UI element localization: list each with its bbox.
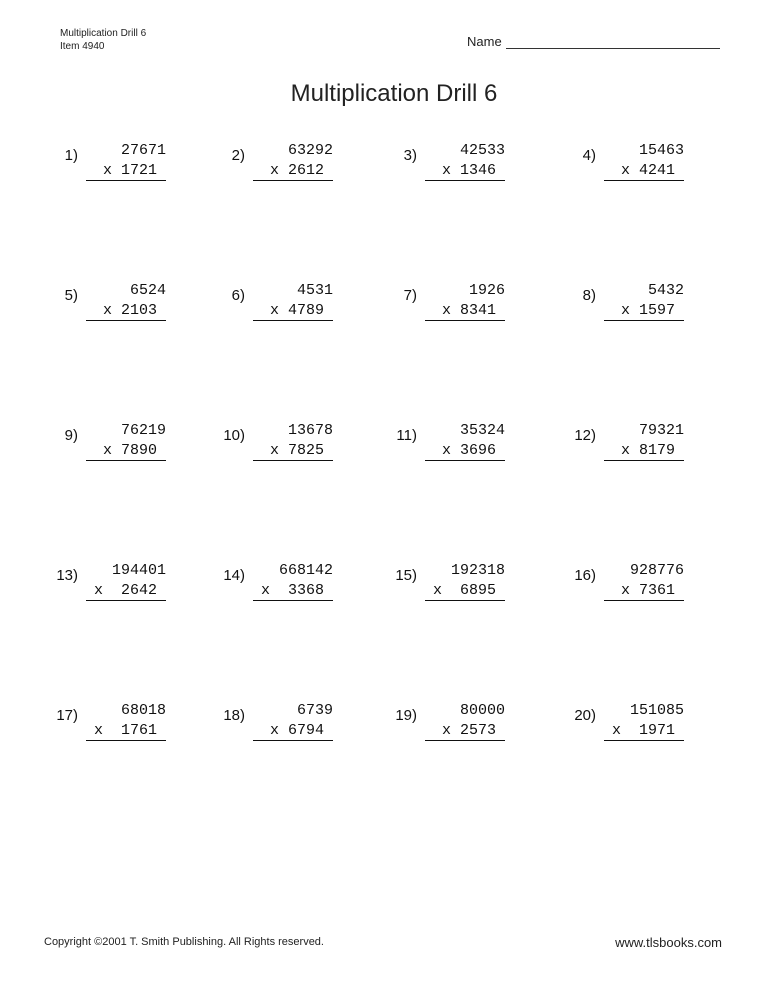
problem-operands bbox=[604, 141, 684, 181]
multiplicand: 42533 bbox=[459, 142, 505, 159]
problem-number: 1) bbox=[64, 147, 78, 164]
multiplicand: 194401 bbox=[111, 562, 166, 579]
problem-number: 14) bbox=[223, 567, 245, 584]
multiplicand: 6739 bbox=[296, 702, 333, 719]
problem-operands bbox=[253, 141, 333, 181]
multiplicand: 35324 bbox=[459, 422, 505, 439]
problem-12 bbox=[556, 422, 716, 487]
multiplier: x 8179 bbox=[604, 441, 684, 461]
multiplicand: 928776 bbox=[629, 562, 684, 579]
problem-operands bbox=[604, 421, 684, 461]
multiplicand: 4531 bbox=[296, 282, 333, 299]
problem-operands bbox=[86, 701, 166, 741]
problem-8 bbox=[556, 282, 716, 347]
name-blank-line bbox=[506, 36, 720, 49]
problem-10 bbox=[205, 422, 365, 487]
problem-number: 10) bbox=[223, 427, 245, 444]
multiplicand: 76219 bbox=[120, 422, 166, 439]
problem-20 bbox=[556, 702, 716, 767]
problem-number: 13) bbox=[56, 567, 78, 584]
multiplicand: 192318 bbox=[450, 562, 505, 579]
problem-operands bbox=[425, 561, 505, 601]
multiplier: x 7825 bbox=[253, 441, 333, 461]
problem-3 bbox=[377, 142, 537, 207]
multiplier: x 6794 bbox=[253, 721, 333, 741]
page-title: Multiplication Drill 6 bbox=[290, 80, 498, 107]
problem-operands bbox=[253, 701, 333, 741]
problem-number: 2) bbox=[231, 147, 245, 164]
problem-number: 9) bbox=[64, 427, 78, 444]
name-label: Name bbox=[467, 34, 502, 49]
multiplicand: 151085 bbox=[629, 702, 684, 719]
multiplicand: 79321 bbox=[638, 422, 684, 439]
problem-number: 4) bbox=[582, 147, 596, 164]
problem-operands bbox=[86, 421, 166, 461]
problem-number: 11) bbox=[396, 427, 417, 444]
problem-2 bbox=[205, 142, 365, 207]
problem-operands bbox=[425, 701, 505, 741]
problem-number: 15) bbox=[395, 567, 417, 584]
multiplicand: 668142 bbox=[278, 562, 333, 579]
multiplier: x 2573 bbox=[425, 721, 505, 741]
website-link: www.tlsbooks.com bbox=[615, 935, 722, 950]
header-info bbox=[60, 27, 146, 53]
problem-18 bbox=[205, 702, 365, 767]
problem-number: 20) bbox=[574, 707, 596, 724]
multiplicand: 6524 bbox=[129, 282, 166, 299]
name-field bbox=[467, 34, 720, 49]
problem-number: 3) bbox=[403, 147, 417, 164]
multiplier: x 3368 bbox=[253, 581, 333, 601]
problem-11 bbox=[377, 422, 537, 487]
problem-number: 17) bbox=[56, 707, 78, 724]
problem-9 bbox=[38, 422, 198, 487]
problem-operands bbox=[425, 421, 505, 461]
problem-19 bbox=[377, 702, 537, 767]
multiplier: x 7361 bbox=[604, 581, 684, 601]
problem-number: 6) bbox=[231, 287, 245, 304]
problem-operands bbox=[253, 561, 333, 601]
multiplier: x 4241 bbox=[604, 161, 684, 181]
multiplicand: 15463 bbox=[638, 142, 684, 159]
multiplier: x 2612 bbox=[253, 161, 333, 181]
multiplier: x 6895 bbox=[425, 581, 505, 601]
problem-number: 12) bbox=[574, 427, 596, 444]
multiplier: x 1721 bbox=[86, 161, 166, 181]
problem-operands bbox=[253, 421, 333, 461]
multiplicand: 5432 bbox=[647, 282, 684, 299]
multiplicand: 80000 bbox=[459, 702, 505, 719]
copyright-notice: Copyright ©2001 T. Smith Publishing. All Rights reserved. bbox=[44, 936, 324, 948]
problem-operands bbox=[86, 141, 166, 181]
problem-operands bbox=[86, 281, 166, 321]
problem-number: 18) bbox=[223, 707, 245, 724]
problem-number: 5) bbox=[64, 287, 78, 304]
problem-operands bbox=[253, 281, 333, 321]
problem-17 bbox=[38, 702, 198, 767]
multiplier: x 8341 bbox=[425, 301, 505, 321]
multiplier: x 1597 bbox=[604, 301, 684, 321]
problem-4 bbox=[556, 142, 716, 207]
problem-5 bbox=[38, 282, 198, 347]
multiplier: x 1761 bbox=[86, 721, 166, 741]
problem-operands bbox=[604, 701, 684, 741]
problem-operands bbox=[86, 561, 166, 601]
problem-operands bbox=[604, 281, 684, 321]
problem-operands bbox=[425, 281, 505, 321]
problem-16 bbox=[556, 562, 716, 627]
problem-15 bbox=[377, 562, 537, 627]
multiplicand: 63292 bbox=[287, 142, 333, 159]
problem-6 bbox=[205, 282, 365, 347]
problem-1 bbox=[38, 142, 198, 207]
problem-13 bbox=[38, 562, 198, 627]
problem-14 bbox=[205, 562, 365, 627]
problem-number: 7) bbox=[403, 287, 417, 304]
problem-operands bbox=[425, 141, 505, 181]
problem-number: 19) bbox=[395, 707, 417, 724]
problem-7 bbox=[377, 282, 537, 347]
multiplier: x 2642 bbox=[86, 581, 166, 601]
multiplier: x 1971 bbox=[604, 721, 684, 741]
multiplicand: 27671 bbox=[120, 142, 166, 159]
multiplier: x 1346 bbox=[425, 161, 505, 181]
drill-name: Multiplication Drill 6 bbox=[60, 28, 147, 39]
problem-number: 8) bbox=[582, 287, 596, 304]
problem-number: 16) bbox=[574, 567, 596, 584]
multiplier: x 4789 bbox=[253, 301, 333, 321]
multiplier: x 2103 bbox=[86, 301, 166, 321]
multiplier: x 7890 bbox=[86, 441, 166, 461]
item-number: Item 4940 bbox=[60, 41, 105, 52]
multiplicand: 1926 bbox=[468, 282, 505, 299]
multiplicand: 13678 bbox=[287, 422, 333, 439]
multiplier: x 3696 bbox=[425, 441, 505, 461]
problem-operands bbox=[604, 561, 684, 601]
multiplicand: 68018 bbox=[120, 702, 166, 719]
